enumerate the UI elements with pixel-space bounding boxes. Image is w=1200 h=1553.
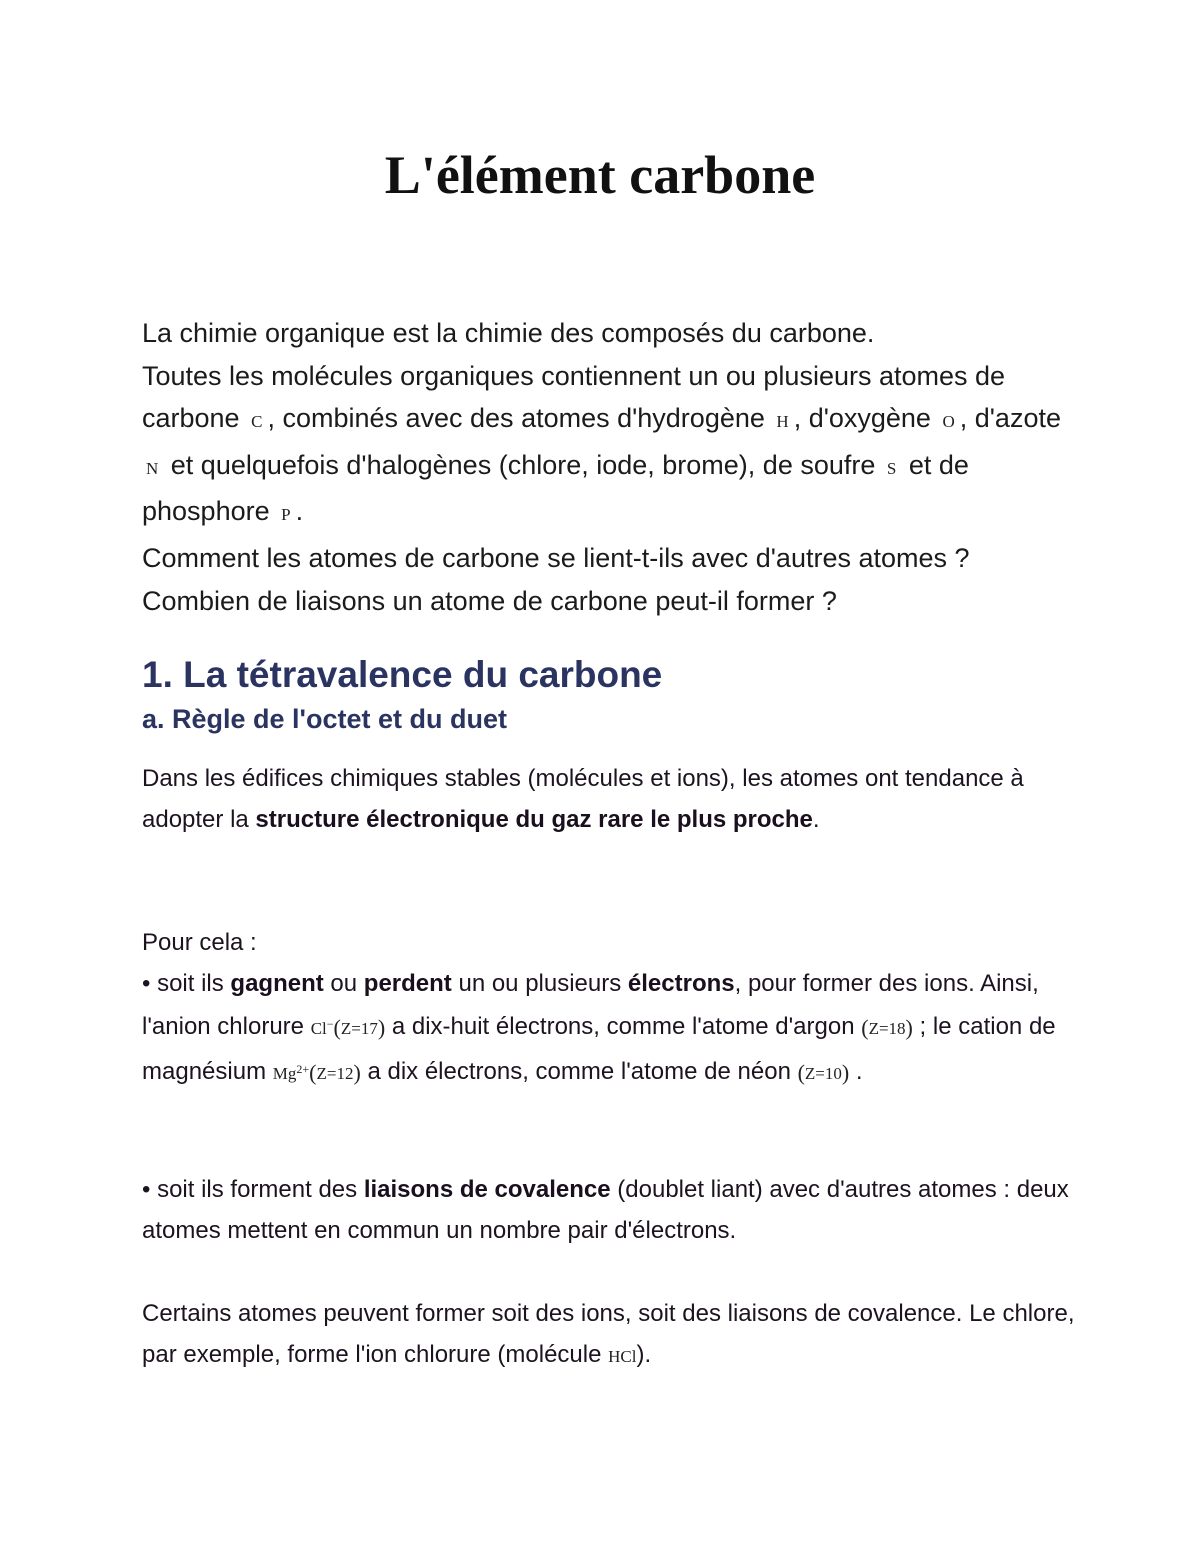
bullet-bold: électrons bbox=[627, 970, 735, 997]
formula-atomic-number: Z=10 bbox=[804, 1064, 842, 1083]
symbol-sulfur: S bbox=[886, 458, 898, 478]
bullet-bold: liaisons de covalence bbox=[363, 1176, 611, 1203]
bullet-text: . bbox=[849, 1058, 863, 1085]
symbol-phosphorus: P bbox=[281, 505, 292, 525]
intro-text: et quelquefois d'halogènes (chlore, iode, brome), de soufre bbox=[163, 449, 876, 480]
formula-symbol: Mg bbox=[272, 1064, 297, 1083]
bullet-bold: gagnent bbox=[230, 970, 324, 997]
bullet-bold: perdent bbox=[363, 970, 452, 997]
bullet-text: , pour former des ions. Ainsi, l'anion chlorure bbox=[142, 970, 1039, 1040]
formula-symbol: Cl bbox=[310, 1019, 327, 1038]
formula-charge: − bbox=[326, 1017, 334, 1031]
bullet-text: ou bbox=[323, 970, 364, 997]
intro-text: , d'oxygène bbox=[793, 403, 931, 434]
paragraph-text: Dans les édifices chimiques stables (molécules et ions), les atomes ont tendance à adopter la bbox=[142, 765, 1024, 833]
paragraph-covalence bbox=[142, 1169, 1082, 1251]
intro-text: et de phosphore bbox=[142, 449, 969, 527]
paragraph-intro: Pour cela : bbox=[142, 929, 257, 956]
paragraph-bold: structure électronique du gaz rare le plus proche bbox=[255, 806, 813, 833]
formula-argon: (Z=18) bbox=[861, 1015, 913, 1040]
formula-atomic-number: Z=18 bbox=[868, 1019, 906, 1038]
bullet-text: • soit ils bbox=[142, 970, 231, 997]
intro-line-2 bbox=[142, 355, 1072, 537]
intro-text: . bbox=[295, 496, 304, 527]
intro-paragraph bbox=[142, 312, 1072, 622]
paragraph-text: . bbox=[812, 806, 820, 833]
symbol-oxygen: O bbox=[942, 412, 956, 432]
bullet-ions bbox=[142, 963, 1082, 1094]
formula-magnesium: $Mg^{2+}(Z=12)$ bbox=[272, 1060, 361, 1085]
symbol-nitrogen: N bbox=[146, 458, 160, 478]
bullet-text: ; le cation de magnésium bbox=[142, 1013, 1056, 1085]
bullet-text: un ou plusieurs bbox=[451, 970, 628, 997]
intro-question-2: Combien de liaisons un atome de carbone peut-il former ? bbox=[142, 585, 837, 616]
paragraph-text: Certains atomes peuvent former soit des ions, soit des liaisons de covalence. Le chlore, par exemple, forme l'ion chlorure (molécule bbox=[142, 1300, 1075, 1368]
formula-hcl: HCl bbox=[608, 1347, 637, 1366]
bullet-text: a dix électrons, comme l'atome de néon bbox=[360, 1058, 798, 1085]
paragraph-text: ). bbox=[636, 1341, 652, 1368]
formula-chloride: Cl−(Z=17) bbox=[310, 1015, 386, 1040]
formula-atomic-number: Z=17 bbox=[340, 1019, 378, 1038]
paragraph-chlore bbox=[142, 1293, 1082, 1377]
intro-line-1: La chimie organique est la chimie des composés du carbone. bbox=[142, 318, 875, 348]
bullet-text: (doublet liant) avec d'autres atomes : deux atomes mettent en commun un nombre pair d'électrons. bbox=[142, 1176, 1069, 1244]
formula-charge: 2+ bbox=[296, 1062, 310, 1076]
section-subheading: a. Règle de l'octet et du duet bbox=[142, 704, 507, 734]
paragraph-gaz-rare bbox=[142, 758, 1082, 840]
formula-atomic-number: Z=12 bbox=[316, 1064, 354, 1083]
intro-question-1: Comment les atomes de carbone se lient-t-ils avec d'autres atomes ? bbox=[142, 542, 970, 573]
paragraph-ions bbox=[142, 922, 1082, 1094]
bullet-text: a dix-huit électrons, comme l'atome d'argon bbox=[385, 1013, 862, 1040]
section-heading: 1. La tétravalence du carbone bbox=[142, 654, 663, 695]
page-title: L'élément carbone bbox=[384, 145, 816, 205]
bullet-text: • soit ils forment des bbox=[142, 1176, 364, 1203]
formula-neon: (Z=10) bbox=[797, 1060, 850, 1085]
intro-text: , d'azote bbox=[959, 403, 1061, 434]
intro-text: , combinés avec des atomes d'hydrogène bbox=[267, 403, 765, 434]
symbol-hydrogen: H bbox=[776, 412, 790, 432]
intro-text: Toutes les molécules organiques contiennent un ou plusieurs atomes de carbone bbox=[142, 360, 1006, 434]
symbol-carbon: C bbox=[251, 412, 264, 432]
